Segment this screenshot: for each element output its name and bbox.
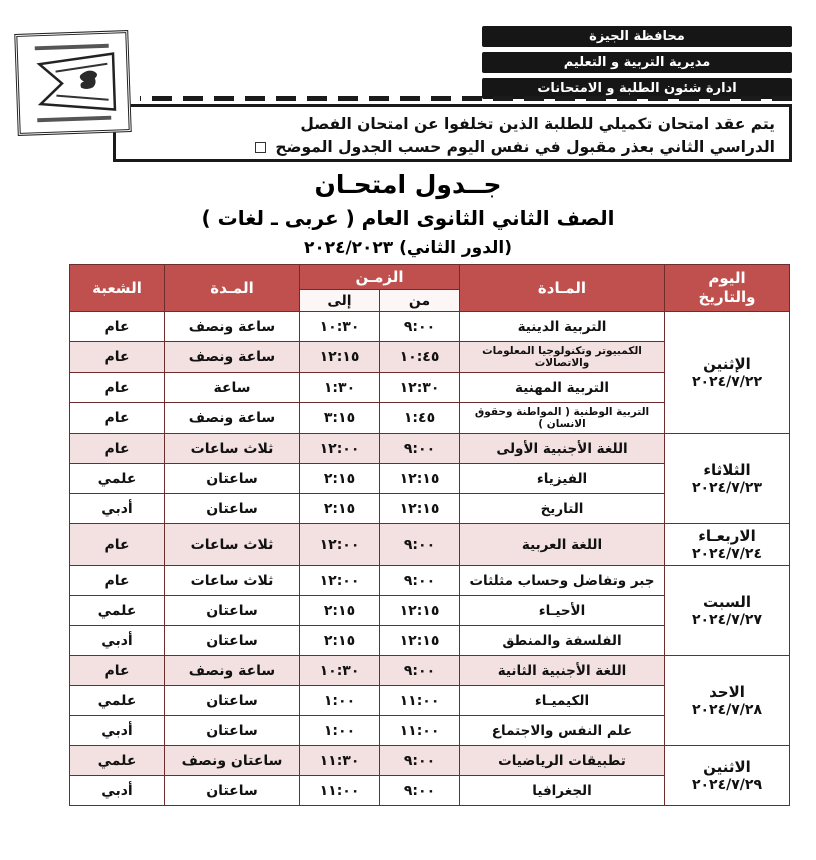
time-from-cell: ١١:٠٠ xyxy=(380,686,460,716)
time-from-cell: ٩:٠٠ xyxy=(380,434,460,464)
day-date-cell xyxy=(665,746,790,806)
duration-cell: ساعتان ونصف xyxy=(165,746,300,776)
table-header xyxy=(70,265,790,312)
time-to-cell: ٢:١٥ xyxy=(300,596,380,626)
duration-cell: ساعتان xyxy=(165,464,300,494)
table-row xyxy=(70,746,790,776)
day-date: ٢٠٢٤/٧/٢٧ xyxy=(691,612,763,628)
time-to-cell: ١:٣٠ xyxy=(300,373,380,403)
org-header-strips xyxy=(482,26,792,104)
duration-cell: ساعة ونصف xyxy=(165,656,300,686)
subject-cell: التاريخ xyxy=(460,494,665,524)
branch-cell: علمي xyxy=(70,686,165,716)
day-date-cell xyxy=(665,656,790,746)
duration-cell: ساعتان xyxy=(165,494,300,524)
day-date-cell xyxy=(665,524,790,566)
time-from-cell: ١٢:١٥ xyxy=(380,494,460,524)
subject-cell: التربية الدينية xyxy=(460,312,665,342)
branch-cell: أدبي xyxy=(70,626,165,656)
branch-cell: علمي xyxy=(70,464,165,494)
day-name: الاثنين xyxy=(703,758,751,776)
branch-cell: عام xyxy=(70,403,165,434)
day-date: ٢٠٢٤/٧/٢٣ xyxy=(691,480,763,496)
dashed-separator xyxy=(140,96,792,101)
duration-cell: ثلاث ساعات xyxy=(165,524,300,566)
col-header-from: من xyxy=(380,290,460,312)
branch-cell: علمي xyxy=(70,746,165,776)
exam-schedule-title: جــدول امتحـان xyxy=(314,170,502,199)
time-from-cell: ٩:٠٠ xyxy=(380,312,460,342)
duration-cell: ساعتان xyxy=(165,716,300,746)
day-date: ٢٠٢٤/٧/٢٤ xyxy=(691,546,763,562)
time-to-cell: ١٢:٠٠ xyxy=(300,566,380,596)
time-to-cell: ٢:١٥ xyxy=(300,494,380,524)
branch-cell: عام xyxy=(70,524,165,566)
duration-cell: ساعة ونصف xyxy=(165,342,300,373)
time-from-cell: ٩:٠٠ xyxy=(380,656,460,686)
day-name: الاحد xyxy=(709,683,745,701)
time-to-cell: ١١:٣٠ xyxy=(300,746,380,776)
table-row xyxy=(70,566,790,596)
note-line-2: الدراسي الثاني بعذر مقبول في نفس اليوم حسب الجدول الموضح xyxy=(275,138,775,157)
col-header-to: إلى xyxy=(300,290,380,312)
eagle-flag-emblem-icon xyxy=(25,39,122,126)
duration-cell: ساعتان xyxy=(165,686,300,716)
subject-cell: علم النفس والاجتماع xyxy=(460,716,665,746)
checkbox-square-icon xyxy=(255,142,266,153)
time-from-cell: ٩:٠٠ xyxy=(380,746,460,776)
time-from-cell: ١١:٠٠ xyxy=(380,716,460,746)
col-header-duration: المـدة xyxy=(165,265,300,312)
table-row xyxy=(70,434,790,464)
branch-cell: عام xyxy=(70,656,165,686)
subject-cell: تطبيقات الرياضيات xyxy=(460,746,665,776)
table-row xyxy=(70,524,790,566)
branch-cell: أدبي xyxy=(70,716,165,746)
grade-title: الصف الثاني الثانوى العام ( عربى ـ لغات ) xyxy=(201,206,615,230)
time-from-cell: ١٢:١٥ xyxy=(380,596,460,626)
time-to-cell: ١٠:٣٠ xyxy=(300,656,380,686)
time-from-cell: ٩:٠٠ xyxy=(380,566,460,596)
day-name: السبت xyxy=(702,593,752,611)
time-to-cell: ٢:١٥ xyxy=(300,464,380,494)
subject-cell: الفيزياء xyxy=(460,464,665,494)
time-to-cell: ١:٠٠ xyxy=(300,716,380,746)
duration-cell: ساعة xyxy=(165,373,300,403)
time-to-cell: ٢:١٥ xyxy=(300,626,380,656)
duration-cell: ساعة ونصف xyxy=(165,312,300,342)
subject-cell: الجغرافيا xyxy=(460,776,665,806)
time-to-cell: ١٢:١٥ xyxy=(300,342,380,373)
branch-cell: عام xyxy=(70,342,165,373)
subject-cell: جبر وتفاضل وحساب مثلثات xyxy=(460,566,665,596)
subject-cell: التربية المهنية xyxy=(460,373,665,403)
org-line-directorate: مديرية التربية و التعليم xyxy=(482,52,792,73)
time-to-cell: ١٠:٣٠ xyxy=(300,312,380,342)
time-from-cell: ٩:٠٠ xyxy=(380,776,460,806)
subject-cell: الكيميـاء xyxy=(460,686,665,716)
duration-cell: ثلاث ساعات xyxy=(165,434,300,464)
time-to-cell: ١:٠٠ xyxy=(300,686,380,716)
day-date: ٢٠٢٤/٧/٢٢ xyxy=(691,374,763,390)
note-box xyxy=(113,104,792,162)
subject-cell: الكمبيوتر وتكنولوجيا المعلومات والاتصالات xyxy=(460,342,665,373)
time-to-cell: ١٢:٠٠ xyxy=(300,434,380,464)
col-header-time: الزمـن xyxy=(300,265,460,290)
subject-cell: الأحيـاء xyxy=(460,596,665,626)
branch-cell: عام xyxy=(70,373,165,403)
duration-cell: ثلاث ساعات xyxy=(165,566,300,596)
day-date: ٢٠٢٤/٧/٢٩ xyxy=(691,777,763,793)
time-to-cell: ١٢:٠٠ xyxy=(300,524,380,566)
col-header-day: اليوم والتاريخ xyxy=(665,265,790,312)
exam-schedule-table xyxy=(69,264,790,806)
duration-cell: ساعة ونصف xyxy=(165,403,300,434)
org-line-governorate: محافظة الجيزة xyxy=(482,26,792,47)
day-name: الإثنين xyxy=(703,355,751,373)
governorate-logo xyxy=(14,30,131,136)
branch-cell: عام xyxy=(70,566,165,596)
col-header-branch: الشعبة xyxy=(70,265,165,312)
time-from-cell: ١٢:١٥ xyxy=(380,464,460,494)
subject-cell: اللغة الأجنبية الثانية xyxy=(460,656,665,686)
table-row xyxy=(70,312,790,342)
time-to-cell: ٣:١٥ xyxy=(300,403,380,434)
day-date-cell xyxy=(665,434,790,524)
branch-cell: أدبي xyxy=(70,776,165,806)
time-from-cell: ٩:٠٠ xyxy=(380,524,460,566)
duration-cell: ساعتان xyxy=(165,596,300,626)
duration-cell: ساعتان xyxy=(165,626,300,656)
day-date: ٢٠٢٤/٧/٢٨ xyxy=(691,702,763,718)
subject-cell: اللغة الأجنبية الأولى xyxy=(460,434,665,464)
time-from-cell: ١٢:١٥ xyxy=(380,626,460,656)
day-date-cell xyxy=(665,566,790,656)
subject-cell: اللغة العربية xyxy=(460,524,665,566)
col-header-subject: المـادة xyxy=(460,265,665,312)
table-row xyxy=(70,656,790,686)
round-year-title: (الدور الثاني) ٢٠٢٤/٢٠٢٣ xyxy=(303,238,513,258)
table-body xyxy=(70,312,790,806)
day-name: الثلاثاء xyxy=(703,461,751,479)
time-from-cell: ١:٤٥ xyxy=(380,403,460,434)
duration-cell: ساعتان xyxy=(165,776,300,806)
note-line-1: يتم عقد امتحان تكميلي للطلبة الذين تخلفوا عن امتحان الفصل xyxy=(300,115,775,133)
branch-cell: أدبي xyxy=(70,494,165,524)
day-date-cell xyxy=(665,312,790,434)
subject-cell: الفلسفة والمنطق xyxy=(460,626,665,656)
time-from-cell: ١٢:٣٠ xyxy=(380,373,460,403)
branch-cell: عام xyxy=(70,434,165,464)
subject-cell: التربية الوطنية ( المواطنة وحقوق الانسان ) xyxy=(460,403,665,434)
time-from-cell: ١٠:٤٥ xyxy=(380,342,460,373)
time-to-cell: ١١:٠٠ xyxy=(300,776,380,806)
day-name: الاربعـاء xyxy=(698,527,756,545)
branch-cell: علمي xyxy=(70,596,165,626)
org-line-administration: ادارة شئون الطلبة و الامتحانات xyxy=(482,78,792,99)
branch-cell: عام xyxy=(70,312,165,342)
schedule-table-wrap xyxy=(70,264,790,806)
